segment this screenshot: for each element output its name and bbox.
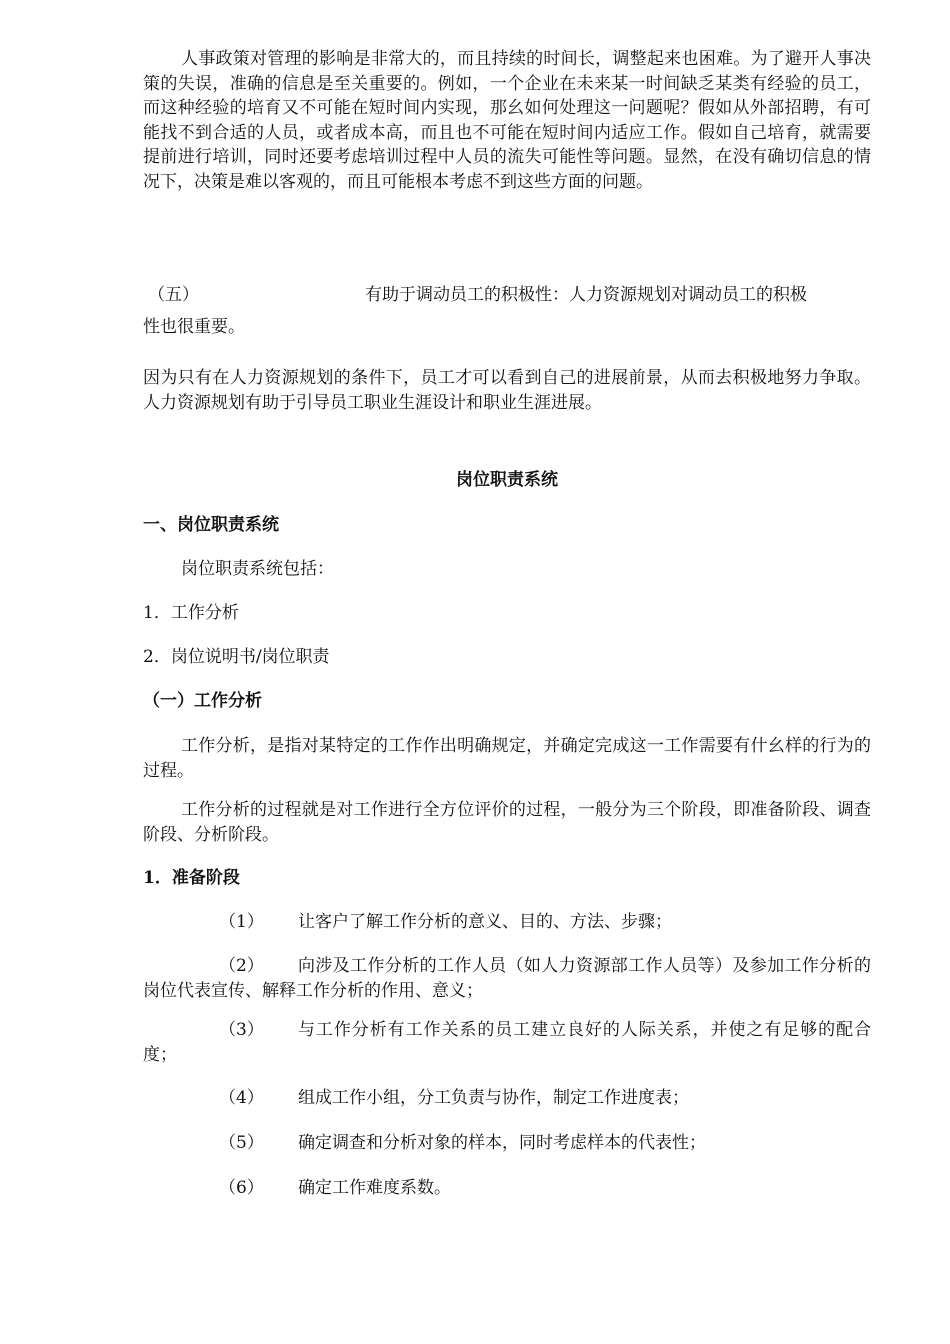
step-label: （4）	[219, 1088, 264, 1108]
step-text: 与工作分析有工作关系的员工建立良好的人际关系，并使之有足够的配合度；	[143, 1020, 871, 1065]
step-label: （3）	[219, 1020, 264, 1040]
subheading-work-analysis: （一）工作分析	[143, 691, 262, 711]
step-label: （2）	[219, 956, 264, 976]
step-label: （6）	[219, 1178, 264, 1198]
point-five-label: （五）	[148, 285, 199, 305]
point-five-line2: 性也很重要。	[143, 317, 245, 337]
stage-heading: 1．准备阶段	[143, 868, 240, 888]
point-five-block	[143, 283, 871, 337]
step-text: 确定工作难度系数。	[298, 1178, 451, 1198]
step-item	[143, 1018, 871, 1067]
step-item	[143, 954, 871, 1003]
step-label: （1）	[219, 912, 264, 932]
step-item	[143, 1176, 871, 1201]
section-title: 岗位职责系统	[456, 470, 558, 490]
step-text: 组成工作小组，分工负责与协作，制定工作进度表；	[298, 1088, 689, 1108]
step-item	[143, 910, 871, 935]
heading-one: 一、岗位职责系统	[143, 515, 279, 535]
analysis-process: 工作分析的过程就是对工作进行全方位评价的过程，一般分为三个阶段，即准备阶段、调查阶段、分析阶段。	[143, 800, 871, 845]
step-text: 让客户了解工作分析的意义、目的、方法、步骤；	[298, 912, 672, 932]
intro-paragraph: 人事政策对管理的影响是非常大的，而且持续的时间长，调整起来也困难。为了避开人事决策的失误，准确的信息是至关重要的。例如，一个企业在未来某一时间缺乏某类有经验的员工，而这种经验的培育又不可能在短时间内实现，那幺如何处理这一问题呢？假如从外部招聘，有可能找不到合适的人员，或者成本高，而且也不可能在短时间内适应工作。假如自己培育，就需要提前进行培训，同时还要考虑培训过程中人员的流失可能性等问题。显然，在没有确切信息的情况下，决策是难以客观的，而且可能根本考虑不到这些方面的问题。	[143, 49, 871, 192]
analysis-definition: 工作分析，是指对某特定的工作作出明确规定，并确定完成这一工作需要有什幺样的行为的过程。	[143, 736, 871, 781]
point-five-line1: 有助于调动员工的积极性：人力资源规划对调动员工的积极	[365, 285, 807, 305]
step-text: 向涉及工作分析的工作人员（如人力资源部工作人员等）及参加工作分析的岗位代表宣传、解释工作分析的作用、意义；	[143, 956, 871, 1001]
step-text: 确定调查和分析对象的样本，同时考虑样本的代表性；	[298, 1133, 706, 1153]
list-item-2: 2．岗位说明书/岗位职责	[143, 647, 330, 667]
list-item-1: 1．工作分析	[143, 603, 239, 623]
point-five-paragraph: 因为只有在人力资源规划的条件下，员工才可以看到自己的进展前景，从而去积极地努力争取。人力资源规划有助于引导员工职业生涯设计和职业生涯进展。	[143, 368, 871, 413]
includes-line: 岗位职责系统包括：	[181, 559, 334, 579]
step-label: （5）	[219, 1133, 264, 1153]
step-item	[143, 1131, 871, 1156]
step-item	[143, 1086, 871, 1111]
